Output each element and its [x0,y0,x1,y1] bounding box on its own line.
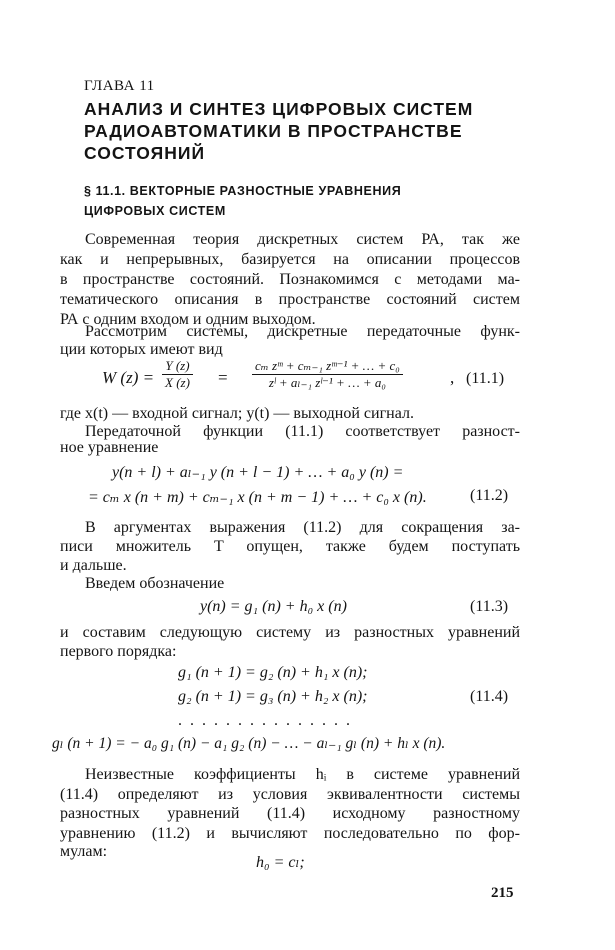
eq-fraction [252,358,403,391]
body-text-line: ное уравнение [60,439,159,456]
body-text-line: тематического описания в пространстве состояний систем [60,291,520,308]
body-text-line: мулам: [60,843,108,860]
body-text-line: В аргументах выражения (11.2) для сокращения за- [85,519,520,536]
equation-11-2-line: y(n + l) + aₗ₋₁ y (n + l − 1) + … + a₀ y (n) = [112,464,404,481]
equation-11-3: y(n) = g₁ (n) + h₀ x (n) [200,598,347,615]
eq-comma: , [450,368,455,387]
eq-fraction [162,358,193,391]
page-number: 215 [491,885,514,901]
equation-h0: h₀ = cₗ; [256,854,305,871]
equation-11-4-line: gₗ (n + 1) = − a₀ g₁ (n) − a₁ g₂ (n) − … − aₗ₋₁ gₗ (n) + hₗ x (n). [52,735,446,752]
body-text-line: (11.4) определяют из условия эквивалентности системы [60,786,520,803]
body-text-line: ции которых имеют вид [60,341,223,358]
body-text-line: в пространстве состояний. Познакомимся с методами ма- [60,271,520,288]
body-text-line: уравнению (11.2) и вычисляют последовательно по фор- [60,825,520,842]
section-title-line: ЦИФРОВЫХ СИСТЕМ [84,204,226,218]
chapter-label: ГЛАВА 11 [84,78,155,94]
equation-number: (11.3) [470,598,509,615]
fraction-denominator: X (z) [165,375,190,390]
body-text-line: первого порядка: [60,643,177,660]
chapter-title [84,98,524,164]
equation-11-1 [102,358,522,406]
equation-11-2-line: = cₘ x (n + m) + cₘ₋₁ x (n + m − 1) + … + c₀ x (n). [88,489,427,506]
fraction-denominator: zˡ + aₗ₋₁ zˡ⁻¹ + … + a₀ [268,375,386,390]
equation-number: (11.1) [466,370,505,387]
body-text-line: Введем обозначение [85,575,225,592]
ellipsis-dots: ............... [178,712,358,729]
chapter-title-line: СОСТОЯНИЙ [84,143,206,163]
fraction-numerator: cₘ zᵐ + cₘ₋₁ zᵐ⁻¹ + … + c₀ [252,358,403,375]
equation-11-4-line: g₂ (n + 1) = g₃ (n) + h₂ x (n); [178,688,368,705]
body-text-line: Неизвестные коэффициенты hᵢ в системе уравнений [85,766,520,783]
eq-lhs: W (z) = [102,368,155,387]
body-text-line: где x(t) — входной сигнал; y(t) — выходной сигнал. [60,405,414,422]
body-text-line: как и непрерывных, базируется на описании процессов [60,251,520,268]
body-text-line: Рассмотрим системы, дискретные передаточные функ- [85,323,520,340]
body-text-line: и составим следующую систему из разностных уравнений [60,624,520,641]
equals-sign: = [218,368,228,387]
body-text-line: разностных уравнений (11.4) исходному разностному [60,805,520,822]
chapter-title-line: АНАЛИЗ И СИНТЕЗ ЦИФРОВЫХ СИСТЕМ [84,99,474,119]
equation-number: (11.4) [470,688,509,705]
body-text-line: Передаточной функции (11.1) соответствует разност- [85,423,520,440]
body-text-line: и дальше. [60,557,127,574]
equation-11-4-line: g₁ (n + 1) = g₂ (n) + h₁ x (n); [178,664,368,681]
chapter-title-line: РАДИОАВТОМАТИКИ В ПРОСТРАНСТВЕ [84,121,463,141]
body-text-line: писи множитель T опущен, также будем поступать [60,538,520,555]
fraction-numerator: Y (z) [162,358,193,375]
body-text-line: Современная теория дискретных систем РА, так же [85,231,520,248]
section-title-line: § 11.1. ВЕКТОРНЫЕ РАЗНОСТНЫЕ УРАВНЕНИЯ [84,184,402,198]
body-text-line: РА с одним входом и одним выходом. [60,311,316,328]
equation-number: (11.2) [470,487,509,504]
section-title [84,181,534,221]
